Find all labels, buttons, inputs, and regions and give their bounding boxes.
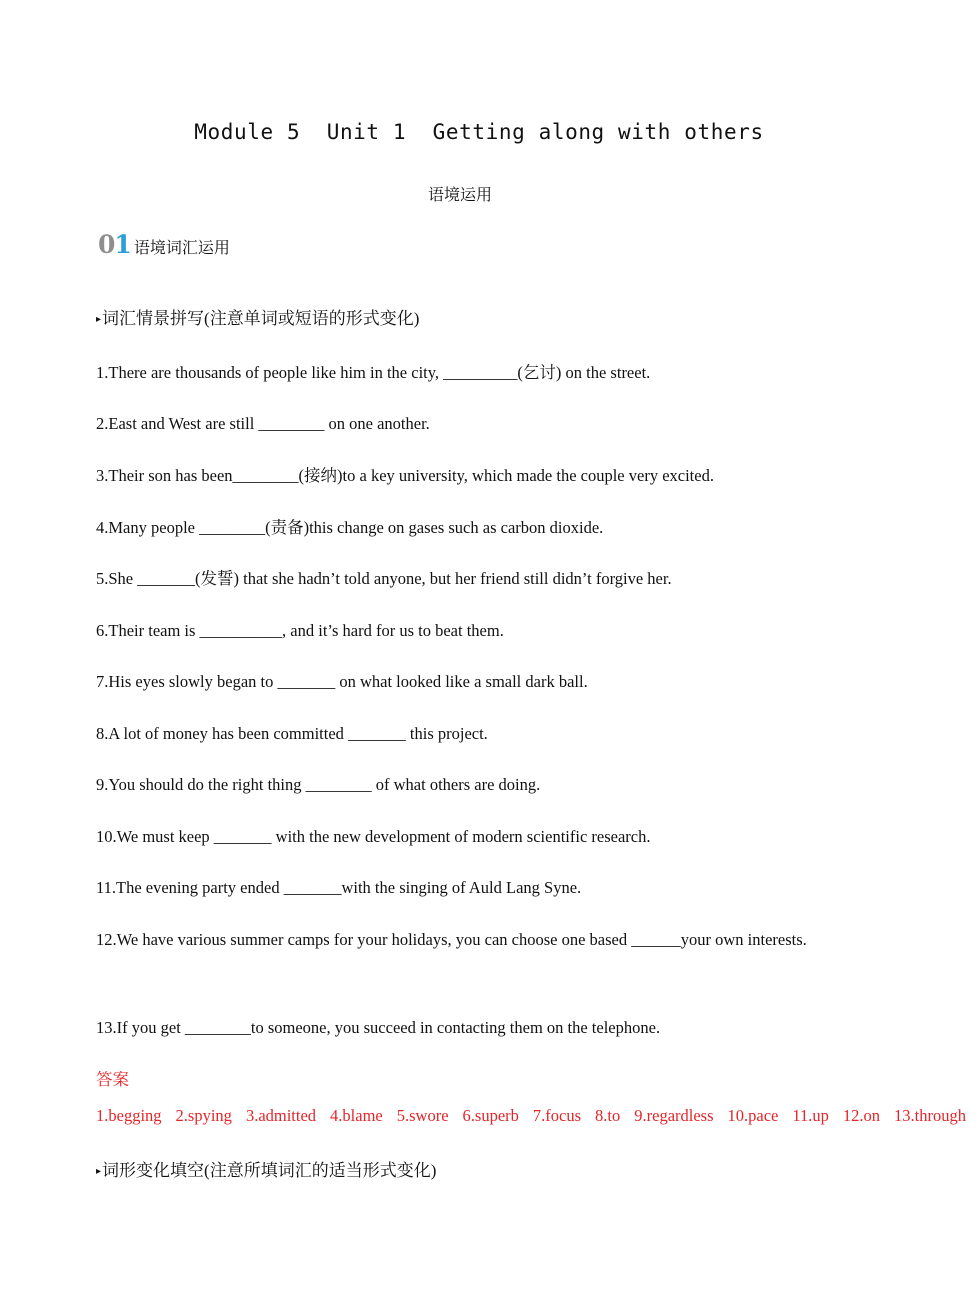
answer-item: 2.spying bbox=[175, 1106, 232, 1125]
answer-item: 8.to bbox=[595, 1106, 621, 1125]
triangle-bullet-icon: ▸ bbox=[96, 314, 102, 325]
answer-label: 答案 bbox=[96, 1070, 129, 1089]
section-number: 01 bbox=[98, 230, 131, 259]
subsection-heading-spelling bbox=[96, 304, 419, 329]
answer-item: 1.begging bbox=[96, 1106, 162, 1125]
answer-key bbox=[96, 1062, 966, 1134]
question-item: 12.We have various summer camps for your holidays, you can choose one based ______your own interests. bbox=[96, 930, 807, 949]
section-heading bbox=[98, 230, 230, 259]
section-title: 语境词汇运用 bbox=[133, 240, 230, 257]
page-title: Module 5 Unit 1 Getting along with others bbox=[194, 120, 764, 144]
answer-item: 10.pace bbox=[727, 1106, 779, 1125]
answer-item: 12.on bbox=[842, 1106, 881, 1125]
question-item: 13.If you get ________to someone, you succeed in contacting them on the telephone. bbox=[96, 1018, 661, 1037]
question-item: 9.You should do the right thing ________ of what others are doing. bbox=[96, 775, 541, 794]
answer-item: 4.blame bbox=[330, 1106, 383, 1125]
answer-item: 6.superb bbox=[462, 1106, 519, 1125]
subsection-label: 词形变化填空(注意所填词汇的适当形式变化) bbox=[102, 1161, 437, 1180]
question-item: 2.East and West are still ________ on one another. bbox=[96, 414, 430, 433]
subsection-heading-word-forms bbox=[96, 1156, 436, 1181]
page-subtitle: 语境运用 bbox=[427, 187, 492, 204]
answer-item: 9.regardless bbox=[634, 1106, 714, 1125]
question-item: 3.Their son has been________(接纳)to a key university, which made the couple very excited. bbox=[96, 466, 714, 485]
subsection-label: 词汇情景拼写(注意单词或短语的形式变化) bbox=[102, 309, 420, 328]
answer-item: 11.up bbox=[792, 1106, 829, 1125]
answer-item: 13.through bbox=[894, 1106, 966, 1125]
question-item: 6.Their team is __________, and it’s hard for us to beat them. bbox=[96, 621, 504, 640]
question-item: 5.She _______(发誓) that she hadn’t told anyone, but her friend still didn’t forgive her. bbox=[96, 569, 672, 588]
question-item: 4.Many people ________(责备)this change on gases such as carbon dioxide. bbox=[96, 518, 604, 537]
question-item: 1.There are thousands of people like him in the city, _________(乞讨) on the street. bbox=[96, 363, 651, 382]
triangle-bullet-icon: ▸ bbox=[96, 1166, 102, 1177]
answer-item: 3.admitted bbox=[245, 1106, 317, 1125]
answer-item: 5.swore bbox=[396, 1106, 449, 1125]
question-item: 8.A lot of money has been committed _______ this project. bbox=[96, 724, 488, 743]
question-item: 11.The evening party ended _______with the singing of Auld Lang Syne. bbox=[96, 878, 582, 897]
question-item: 10.We must keep _______ with the new development of modern scientific research. bbox=[96, 827, 651, 846]
answer-item: 7.focus bbox=[532, 1106, 582, 1125]
question-item: 7.His eyes slowly began to _______ on what looked like a small dark ball. bbox=[96, 672, 588, 691]
